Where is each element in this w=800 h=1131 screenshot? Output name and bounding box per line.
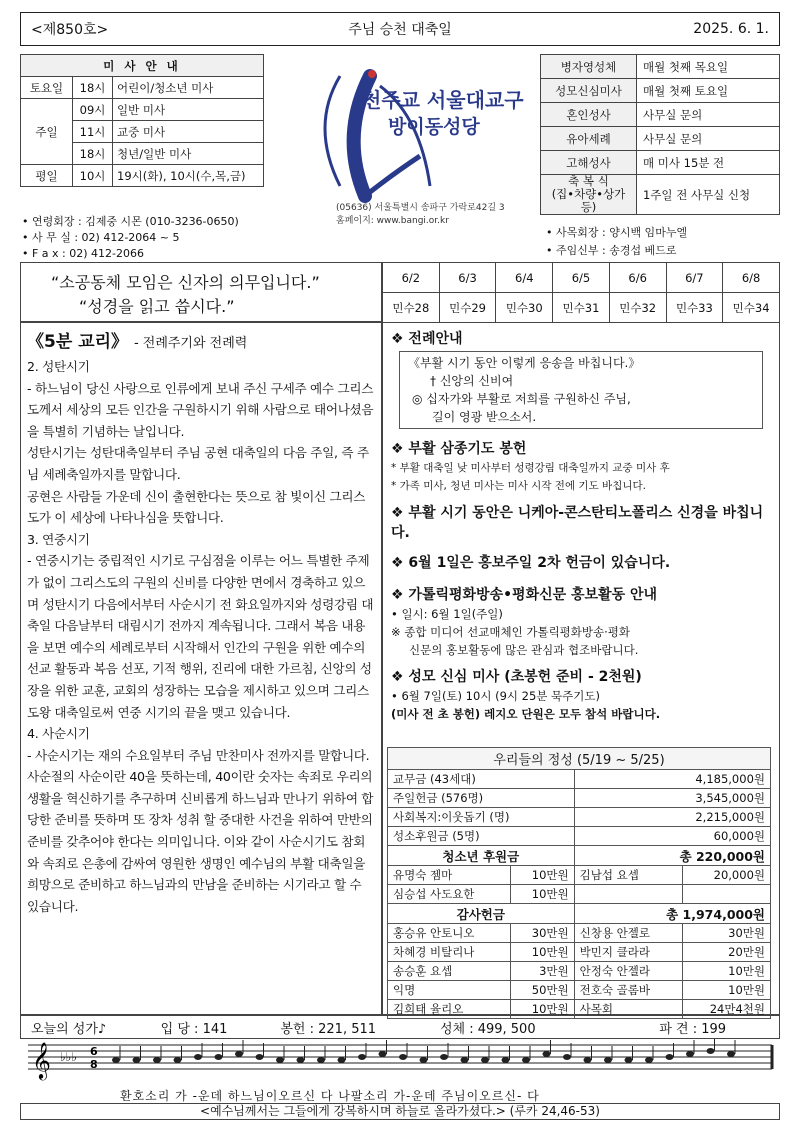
note-head [235, 1051, 243, 1057]
offering-title: 우리들의 정성 (5/19 ~ 5/25) [388, 748, 771, 770]
note-head [420, 1057, 428, 1063]
hymn-label: 오늘의 성가♪ [31, 1021, 107, 1037]
note-head [461, 1057, 469, 1063]
sacrament-row: 병자영성체 매월 첫째 목요일 [541, 55, 780, 79]
note-head [256, 1054, 264, 1060]
donor-row: 유명숙 젬마 10만원 김남섭 요셉 20,000원 [388, 866, 771, 885]
catechism-paragraph: 2. 성탄시기 [27, 359, 90, 374]
notice-line: • 6월 7일(토) 10시 (9시 25분 묵주기도) [391, 689, 600, 703]
treble-clef-icon: 𝄞 [32, 1041, 51, 1079]
offertory-hymn: 봉헌 : 221, 511 [280, 1021, 377, 1037]
note-head [645, 1057, 653, 1063]
note-head [440, 1054, 448, 1060]
music-staff [20, 1039, 780, 1083]
note-head [543, 1051, 551, 1057]
note-head [399, 1054, 407, 1060]
feast-title: 주님 승천 대축일 [348, 22, 452, 38]
bulletin-page [20, 12, 780, 1120]
entrance-hymn: 입 당 : 141 [160, 1021, 228, 1037]
motto-line: “소공동체 모임은 신자의 의무입니다.” [51, 273, 320, 292]
parish-address: (05636) 서울특별시 송파구 가락로42길 3 홈페이지: www.bangi.or.kr [336, 203, 505, 226]
note-head [276, 1057, 284, 1063]
issue-number: <제850호> [31, 22, 109, 38]
liturgy-box: 《부활 시기 동안 이렇게 응송을 바칩니다.》 † 신앙의 신비여 ◎ 십자가와 부활로 저희를 구원하신 주님, 길이 영광 받으소서. [399, 351, 763, 429]
catechism-paragraph: - 하느님이 당신 사랑으로 인류에게 보내 주신 구세주 예수 그리스도께서 세상의 모든 인간을 구원하시기 위해 사람으로 태어나셨음을 특별히 기념하는 날입니다. [27, 380, 374, 439]
hymn-lyrics: 환호소리 가 -운데 하느님이오르신 다 나팔소리 가-운데 주님이오르신- 다 [120, 1089, 540, 1103]
thanks-fund-header: 감사헌금 총 1,974,000원 [388, 904, 771, 924]
motto-box [20, 262, 382, 322]
mass-row: 18시 청년/일반 미사 [21, 143, 264, 165]
contact-info: • 연령회장 : 김제중 시몬 (010-3236-0650) • 사 무 실 : 02) 412-2064 ~ 5 • F a x : 02) 412-2066 [22, 215, 239, 260]
offering-row: 주일헌금 (576명) 3,545,000원 [388, 789, 771, 808]
donor-row: 김희태 율리오 10만원 사목회 24만4천원 [388, 1000, 771, 1019]
svg-text:6: 6 [90, 1045, 98, 1058]
note-head [194, 1054, 202, 1060]
note-head [481, 1057, 489, 1063]
mass-stats-bar [20, 1015, 780, 1039]
note-head [727, 1051, 735, 1057]
mass-schedule-title: 미 사 안 내 [21, 55, 264, 77]
note-head [112, 1057, 120, 1063]
notice-line: • 일시: 6월 1일(주일) [391, 607, 503, 621]
note-head [666, 1054, 674, 1060]
parish-logo [270, 56, 530, 236]
note-head [338, 1057, 346, 1063]
note-head [563, 1054, 571, 1060]
notice-title: ❖ 부활 삼종기도 봉헌 [391, 441, 527, 457]
note-head [522, 1057, 530, 1063]
staff-info: • 사목회장 : 양시백 임마누엘 • 주임신부 : 송경섭 베드로 [546, 226, 688, 257]
note-head [625, 1057, 633, 1063]
info-section [20, 54, 780, 262]
catechism-paragraph: - 사순시기는 재의 수요일부터 주님 만찬미사 전까지를 말합니다. 사순절의 사순이란 40을 뜻하는데, 40이란 숫자는 속죄로 우리의 생활을 혁신하기를 추구하며 신비롭게 하느님과 만나기 위하여 합당한 준비를 뜻하며 또 장차 성취 할 중대한 사건을 위하여 만반의 준비를 갖추어야 한다는 의미입니다. 이와 같이 사순시기도 참회와 속죄로 은총에 감싸여 영원한 생명인 예수님의 부활 대축일을 희망으로 준비하고 하느님과의 만남을 준비하는 시기라고 할 수 있습니다. [27, 747, 374, 914]
note-head [297, 1057, 305, 1063]
calendar-dates: 6/2 6/3 6/4 6/5 6/6 6/7 6/8 [383, 263, 780, 293]
notice-line: * 부활 대축일 낮 미사부터 성령강림 대축일까지 교중 미사 후 [391, 462, 670, 474]
sacrament-row: 혼인성사 사무실 문의 [541, 103, 780, 127]
note-head [215, 1054, 223, 1060]
notice-title: ❖ 부활 시기 동안은 니케아-콘스탄티노폴리스 신경을 바칩니다. [391, 505, 764, 541]
notice-line: (미사 전 초 봉헌) 레지오 단원은 모두 참석 바랍니다. [391, 707, 661, 721]
bible-reading-calendar [382, 262, 780, 323]
sacrament-row: 성모신심미사 매월 첫째 토요일 [541, 79, 780, 103]
catechism-paragraph: 4. 사순시기 [27, 726, 90, 742]
logo-line1: 천주교 서울대교구 [362, 88, 524, 112]
mass-row: 11시 교중 미사 [21, 121, 264, 143]
catechism-paragraph: 3. 연중시기 [27, 531, 90, 547]
catechism-paragraph: - 연중시기는 중립적인 시기로 구심점을 이루는 어느 특별한 주제가 없이 그리스도의 구원의 신비를 다양한 면에서 경축하고 있으며 성탄시기 다음에서부터 사순시기 전 화요일까지와 성령강림 대축일 다음날부터 대림시기 전까지 계속됩니다. 그래서 복음 내용을 보면 예수의 세례로부터 시작해서 인간의 구원을 위한 예수의 선교 활동과 복음 선포, 기적 행위, 진리에 대한 가르침, 신앙의 성장을 위한 교훈, 교회의 성장하는 모습을 제시하고 있으며 그리스도왕 대축일로써 연중 시기의 끝을 맺고 있습니다. [27, 553, 374, 720]
donor-row: 차혜경 비탈리나 10만원 박민지 클라라 20만원 [388, 943, 771, 962]
logo-line2: 방이동성당 [388, 116, 480, 138]
note-head [686, 1051, 694, 1057]
mass-row: 주일 09시 일반 미사 [21, 99, 264, 121]
catechism-paragraph: 성탄시기는 성탄대축일부터 주님 공현 대축일의 다음 주일, 즉 주님 세례축일까지를 말합니다. [27, 445, 369, 482]
note-head [584, 1057, 592, 1063]
calendar-readings: 민수28 민수29 민수30 민수31 민수32 민수33 민수34 [383, 293, 780, 323]
note-head [379, 1051, 387, 1057]
note-head [502, 1057, 510, 1063]
sacraments-table [540, 54, 780, 215]
offering-row: 교무금 (43세대) 4,185,000원 [388, 770, 771, 789]
note-head [707, 1048, 715, 1054]
notice-line: ※ 종합 미디어 선교매체인 가톨릭평화방송·평화 [391, 625, 630, 639]
youth-fund-header: 청소년 후원금 총 220,000원 [388, 846, 771, 866]
mass-row: 토요일 18시 어린이/청소년 미사 [21, 77, 264, 99]
note-head [604, 1057, 612, 1063]
notice-line: * 가족 미사, 청년 미사는 미사 시작 전에 기도 바칩니다. [391, 480, 646, 492]
mass-schedule-table [20, 54, 264, 187]
mass-row: 평일 10시 19시(화), 10시(수,목,금) [21, 165, 264, 187]
notice-title: ❖ 전례안내 [391, 331, 463, 347]
notice-title: ❖ 가톨릭평화방송•평화신문 홍보활동 안내 [391, 587, 658, 603]
notice-line: 신문의 홍보활동에 많은 관심과 협조바랍니다. [409, 643, 639, 657]
bulletin-header [20, 12, 780, 46]
sacrament-row: 축 복 식 (집•차량•상가 등) 1주일 전 사무실 신청 [541, 175, 780, 215]
note-head [153, 1057, 161, 1063]
sacrament-row: 유아세례 사무실 문의 [541, 127, 780, 151]
catechism-paragraph: 공현은 사람들 가운데 신이 출현한다는 뜻으로 참 빛이신 그리스도가 이 세상에 나타나심을 뜻합니다. [27, 488, 366, 526]
note-head [133, 1057, 141, 1063]
offering-row: 성소후원금 (5명) 60,000원 [388, 827, 771, 846]
note-head [317, 1057, 325, 1063]
motto-line: “성경을 읽고 씁시다.” [79, 297, 235, 316]
donor-row: 익명 50만원 전호숙 골롬바 10만원 [388, 981, 771, 1000]
sacrament-row: 고해성사 매 미사 15분 전 [541, 151, 780, 175]
note-head [174, 1057, 182, 1063]
notice-title: ❖ 성모 신심 미사 (초봉헌 준비 - 2천원) [391, 669, 642, 685]
note-head [358, 1054, 366, 1060]
svg-text:8: 8 [90, 1058, 98, 1071]
donor-row: 송승훈 요셉 3만원 안정숙 안젤라 10만원 [388, 962, 771, 981]
notices-section [382, 322, 780, 1015]
communion-hymn: 성체 : 499, 500 [439, 1021, 536, 1037]
offering-table [387, 747, 771, 1019]
donor-row: 홍승유 안토니오 30만원 신창용 안젤로 30만원 [388, 924, 771, 943]
catechism-section [20, 322, 382, 1015]
offering-row: 사회복지:이웃돕기 (명) 2,215,000원 [388, 808, 771, 827]
recessional-hymn: 파 견 : 199 [659, 1021, 727, 1037]
catechism-heading: 《5분 교리》 - 전례주기와 전례력 [27, 332, 248, 352]
notice-title: ❖ 6월 1일은 홍보주일 2차 헌금이 있습니다. [391, 555, 671, 571]
donor-row: 심승섭 사도요한 10만원 [388, 885, 771, 904]
issue-date: 2025. 6. 1. [693, 21, 769, 37]
hymn-score [20, 1039, 780, 1103]
svg-text:♭♭♭: ♭♭♭ [60, 1050, 77, 1064]
gospel-footer: <예수님께서는 그들에게 강복하시며 하늘로 올라가셨다.> (루카 24,46-53) [20, 1103, 780, 1120]
